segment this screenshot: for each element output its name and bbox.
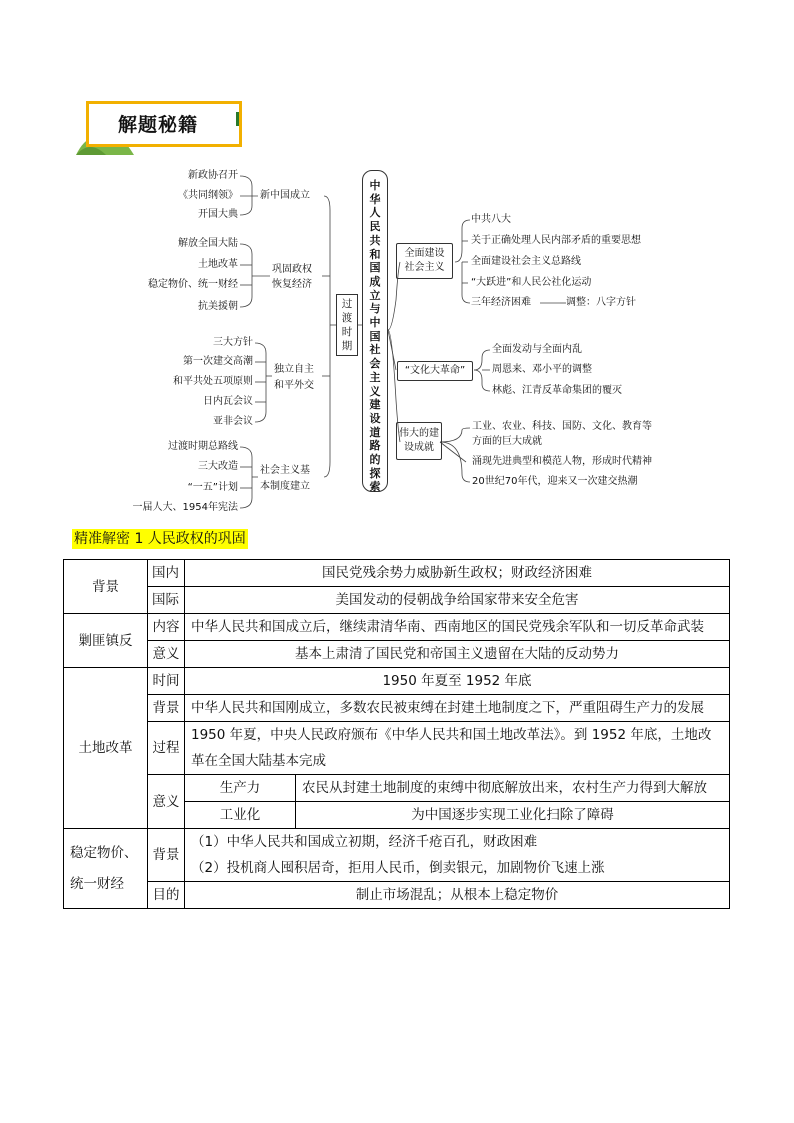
mm-item: 林彪、江青反革命集团的覆灭 [492,385,622,396]
mm-item: 三大方针 [213,337,253,348]
mm-group-label: 伟大的建 [399,428,439,439]
row-label: 背景 [64,560,148,614]
mm-group-label: 新中国成立 [260,190,310,201]
mm-group-label: 社会主义基 [260,465,310,476]
table-row [64,775,730,802]
mm-item: 20世纪70年代，迎来又一次建交热潮 [472,476,638,487]
mm-group-label: 社会主义 [404,262,445,273]
mm-transition-label: 过渡时期 [341,298,353,352]
cell-text: 中华人民共和国刚成立，多数农民被束缚在封建土地制度之下，严重阻碍生产力的发展 [185,695,730,722]
mm-item: 三年经济困难 [471,297,531,308]
mm-item: “大跃进”和人民公社化运动 [471,277,592,288]
mm-item: 方面的巨大成就 [472,436,542,447]
mm-transition-box [336,294,358,356]
row-label: 剿匪镇反 [64,614,148,668]
table-row [64,722,730,775]
cell-line: （1）中华人民共和国成立初期，经济千疮百孔，财政困难 [191,834,538,850]
table-row [64,587,730,614]
row-label: 稳定物价、统一财经 [64,829,148,909]
mm-item: 关于正确处理人民内部矛盾的重要思想 [471,235,641,246]
mm-item: 解放全国大陆 [178,238,238,249]
sub-sub-label: 工业化 [185,802,296,829]
mm-group-label: 和平外交 [274,380,314,391]
cell-text: 农民从封建土地制度的束缚中彻底解放出来，农村生产力得到大解放 [296,775,730,802]
mm-item: 亚非会议 [213,416,253,427]
cell-text: 美国发动的侵朝战争给国家带来安全危害 [185,587,730,614]
table-row [64,641,730,668]
mm-item: 稳定物价、统一财经 [148,279,238,290]
mm-item: 一届人大、1954年宪法 [132,502,238,513]
mm-group-label: 本制度建立 [260,481,310,492]
cell-text: 1950 年夏，中央人民政府颁布《中华人民共和国土地改革法》。到 1952 年底，土地改革在全国大陆基本完成 [185,722,730,775]
mm-item: 新政协召开 [188,170,238,181]
mm-item: 日内瓦会议 [203,396,253,407]
sub-label: 意义 [148,641,185,668]
mm-item: 抗美援朝 [198,301,238,312]
table-row [64,560,730,587]
mm-right-box-2 [397,361,473,381]
mm-item: 《共同纲领》 [178,190,238,201]
sub-label: 过程 [148,722,185,775]
sub-label: 内容 [148,614,185,641]
sub-label: 意义 [148,775,185,829]
cell-text [185,829,730,882]
mm-group-label: 独立自主 [274,364,314,375]
sub-label: 背景 [148,829,185,882]
table-row [64,695,730,722]
table-row [64,614,730,641]
sub-label: 国内 [148,560,185,587]
cell-text: 1950 年夏至 1952 年底 [185,668,730,695]
mm-right-box-1 [396,243,453,279]
cell-text: 为中国逐步实现工业化扫除了障碍 [296,802,730,829]
mm-item: 开国大典 [198,209,238,220]
sub-sub-label: 生产力 [185,775,296,802]
mm-right-box-3 [396,422,442,460]
mm-item: 全面发动与全面内乱 [492,344,582,355]
mm-item: 第一次建交高潮 [183,356,253,367]
mm-item: 三大改造 [198,461,238,472]
mm-item: 和平共处五项原则 [173,376,253,387]
row-label: 土地改革 [64,668,148,829]
sub-label: 目的 [148,882,185,909]
mm-group-label: 巩固政权 [272,264,312,275]
table-row [64,829,730,882]
mm-item: 工业、农业、科技、国防、文化、教育等 [472,421,652,432]
cell-text: 基本上肃清了国民党和帝国主义遗留在大陆的反动势力 [185,641,730,668]
mm-item: 全面建设社会主义总路线 [471,256,581,267]
cell-text: 中华人民共和国成立后，继续肃清华南、西南地区的国民党残余军队和一切反革命武装 [185,614,730,641]
mm-center-label: 中华人民共和国成立与中国社会主义建设道路的探索 [369,179,381,494]
mm-group-label: “文化大革命” [404,365,466,376]
sub-label: 国际 [148,587,185,614]
cell-text: 制止市场混乱；从根本上稳定物价 [185,882,730,909]
mm-item: 中共八大 [471,214,511,225]
mm-center-box [362,170,388,492]
table-row [64,668,730,695]
content-table [63,559,730,909]
table-row [64,882,730,909]
mm-item: 周恩来、邓小平的调整 [492,364,592,375]
sub-label: 时间 [148,668,185,695]
cell-text: 国民党残余势力威胁新生政权；财政经济困难 [185,560,730,587]
mm-item: 过渡时期总路线 [168,441,238,452]
banner-title: 解题秘籍 [118,114,199,136]
mm-item: 涌现先进典型和模范人物，形成时代精神 [472,456,652,467]
sub-label: 背景 [148,695,185,722]
cell-line: （2）投机商人囤积居奇，拒用人民币，倒卖银元，加剧物价飞速上涨 [191,860,605,876]
mm-item: 调整：八字方针 [566,297,636,308]
section-heading: 精准解密 1 人民政权的巩固 [74,531,246,547]
mm-item: 土地改革 [198,259,238,270]
mm-group-label: 恢复经济 [272,279,312,290]
mm-group-label: 设成就 [404,442,434,453]
mm-item: “一五”计划 [187,482,238,493]
mm-group-label: 全面建设 [404,248,445,259]
